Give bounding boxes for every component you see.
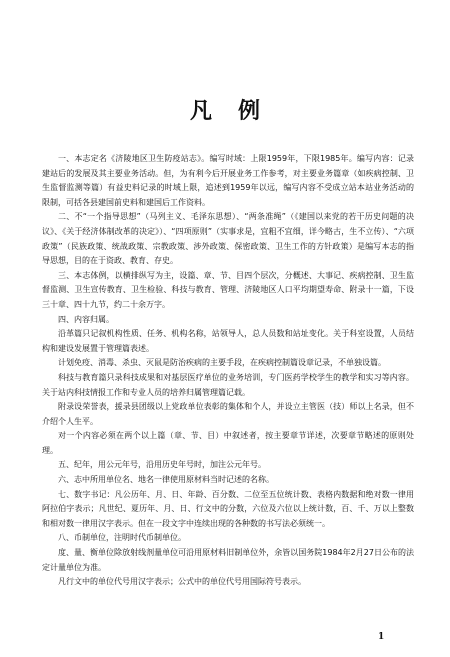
paragraph-unit-symbols: 凡行文中的单位代号用汉字表示；公式中的单位代号用国际符号表示。 xyxy=(58,577,306,587)
paragraph-currency: 八、币制单位，注明时代币制单位。 xyxy=(58,533,186,543)
paragraph-numerals: 七、数字书记：凡公历年、月、日、年龄、百分数、二位至五位统计数、表格内数据和绝对数一律用阿拉伯字表示；凡世纪、夏历年、月、日、行文中的分数，六位及六位以上统计数，百、千、万以上整数和相对数一律用汉字表示。但在一段文字中连续出现的各种数的书写法必须统一。 xyxy=(42,489,414,528)
paragraph-cross-reference: 对一个内容必须在两个以上篇（章、节、目）中叙述者，按主要章节详述，次要章节略述的原则处理。 xyxy=(42,431,414,455)
paragraph-guiding-thought: 二、不“一个指导思想”（马列主义、毛泽东思想）、“两条准绳”（《建国以来党的若干历史问题的决议》、《关于经济体制改革的决定》）、“四项原则”（实事求是，宜粗不宜细，详今略古，生不立传）、“六项政策”（民族政策、统战政策、宗教政策、涉外政策、保密政策、卫生工作的方针政策）是编写本志的指导思想，目的在于资政、教育、存史。 xyxy=(42,212,414,266)
paragraph-honor-roll: 附录设荣誉表，援录县团级以上党政单位表彰的集体和个人，并设立主管医（技）师以上名录，但不介绍个人生平。 xyxy=(42,402,414,426)
paragraph-content-attribution: 四、内容归属。 xyxy=(58,314,114,324)
paragraph-immunization: 计划免疫、消毒、杀虫、灭鼠是防治疾病的主要手段，在疾病控制篇设章记录，不单独设篇。 xyxy=(58,358,386,368)
paragraph-structure: 三、本志体例，以横排纵写为主，设篇、章、节、目四个层次，分概述、大事记、疾病控制、卫生监督监测、卫生宣传教育、卫生检验、科技与教育、管理、济陵地区人口平均期望寿命、附录十一篇，下设三十章、四十九节，约二十余万字。 xyxy=(42,270,414,309)
paragraph-scope: 一、本志定名《济陵地区卫生防疫站志》。编写时域：上限1959年，下限1985年。编写内容：记录建站后的发展及其主要业务活动。但，为有利今后开展业务工作参考，对主要业务篇章（如疾病控制、卫生监督监测等篇）有益史料记录的时域上限，追述到1959年以远，编写内容不受成立站本站业务活动的限制，可括各县建国前史料和建国后工作资料。 xyxy=(42,154,414,207)
page-title: 凡例 xyxy=(189,98,286,124)
paragraph-evolution: 沿革篇只记叙机构性质、任务、机构名称，站领导人，总人员数和站址变化。关于科室设置，人员结构和建设发展置于管理篇表述。 xyxy=(42,329,414,353)
page-number: 1 xyxy=(378,632,385,642)
paragraph-science-education: 科技与教育篇只录科技成果和对基层医疗单位的业务培训，专门医药学校学生的教学和实习等内容。关于站内科技情报工作和专业人员的培养归属管理篇记载。 xyxy=(42,372,414,397)
paragraph-calendar: 五、纪年，用公元年号，沿用历史年号时，加注公元年号。 xyxy=(58,460,266,470)
paragraph-place-names: 六、志中所用单位名、地名一律使用原材料当时记述的名称。 xyxy=(58,475,274,485)
paragraph-measures: 度、量、衡单位除放射线剂量单位可沿用原材料旧制单位外，余皆以国务院1984年2月27日公布的法定计量单位为准。 xyxy=(42,548,414,572)
document-body xyxy=(42,152,414,590)
